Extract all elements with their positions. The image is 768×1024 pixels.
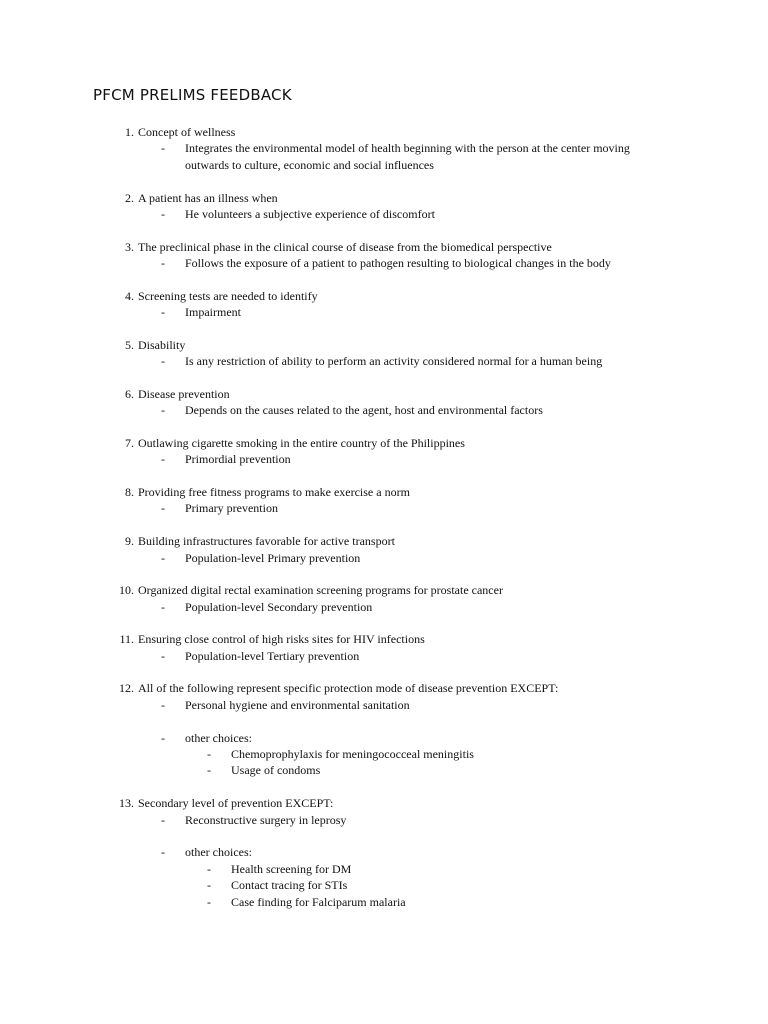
question-text: Outlawing cigarette smoking in the entire country of the Philippines (138, 435, 465, 450)
question-item (0, 533, 768, 566)
question-text: Organized digital rectal examination screening programs for prostate cancer (138, 583, 503, 598)
answer-text: Reconstructive surgery in leprosy (185, 812, 347, 827)
other-choice-text: Usage of condoms (231, 763, 321, 778)
question-text: Secondary level of prevention EXCEPT: (138, 796, 334, 811)
question-item (0, 190, 768, 223)
question-text: Ensuring close control of high risks sites for HIV infections (138, 632, 425, 647)
answer-text: Primordial prevention (185, 452, 291, 467)
question-item (0, 484, 768, 517)
bullet-dash: - (207, 861, 211, 876)
bullet-dash: - (161, 403, 165, 418)
answer-text: Personal hygiene and environmental sanitation (185, 697, 410, 712)
answer-text: Depends on the causes related to the agent, host and environmental factors (185, 403, 543, 418)
bullet-dash: - (207, 894, 211, 909)
question-text: A patient has an illness when (138, 190, 278, 205)
question-number: 6. (125, 386, 134, 401)
bullet-dash: - (161, 648, 165, 663)
bullet-dash: - (161, 452, 165, 467)
answer-text: Integrates the environmental model of health beginning with the person at the center moving outwards to culture, economic and social influences (185, 141, 630, 172)
question-item (0, 795, 768, 910)
document-title: PFCM PRELIMS FEEDBACK (93, 86, 292, 104)
other-choices-label: other choices: (185, 730, 252, 745)
other-choice-text: Health screening for DM (231, 861, 352, 876)
question-item (0, 680, 768, 778)
bullet-dash: - (207, 747, 211, 762)
bullet-dash: - (161, 305, 165, 320)
question-item (0, 435, 768, 468)
other-choices-label: other choices: (185, 845, 252, 860)
question-item (0, 337, 768, 370)
answer-text: Population-level Tertiary prevention (185, 648, 360, 663)
other-choice-text: Case finding for Falciparum malaria (231, 894, 406, 909)
question-text: All of the following represent specific protection mode of disease prevention EXCEPT: (138, 681, 559, 696)
question-item (0, 582, 768, 615)
bullet-dash: - (207, 763, 211, 778)
question-text: The preclinical phase in the clinical course of disease from the biomedical perspective (138, 239, 552, 254)
question-item (0, 288, 768, 321)
question-text: Providing free fitness programs to make exercise a norm (138, 485, 410, 500)
question-item (0, 239, 768, 272)
bullet-dash: - (161, 599, 165, 614)
bullet-dash: - (207, 878, 211, 893)
answer-text: Impairment (185, 305, 241, 320)
bullet-dash: - (161, 550, 165, 565)
question-number: 4. (125, 288, 134, 303)
question-item (0, 386, 768, 419)
question-number: 7. (125, 435, 134, 450)
other-choice-text: Contact tracing for STIs (231, 878, 348, 893)
answer-text: Population-level Primary prevention (185, 550, 361, 565)
question-number: 1. (125, 125, 134, 139)
question-number: 8. (125, 485, 134, 500)
question-number: 13. (119, 796, 134, 811)
question-text: Disability (138, 337, 186, 352)
question-number: 2. (125, 190, 134, 205)
answer-text: Follows the exposure of a patient to pathogen resulting to biological changes in the body (185, 255, 611, 270)
question-text: Building infrastructures favorable for active transport (138, 534, 395, 549)
question-item (0, 631, 768, 664)
bullet-dash: - (161, 354, 165, 369)
bullet-dash: - (161, 730, 165, 745)
question-number: 3. (125, 239, 134, 254)
question-number: 9. (125, 534, 134, 549)
bullet-dash: - (161, 501, 165, 516)
bullet-dash: - (161, 206, 165, 221)
bullet-dash: - (161, 845, 165, 860)
answer-text: Population-level Secondary prevention (185, 599, 373, 614)
bullet-dash: - (161, 812, 165, 827)
question-number: 5. (125, 337, 134, 352)
question-text: Concept of wellness (138, 125, 236, 139)
question-text: Screening tests are needed to identify (138, 288, 318, 303)
question-item (0, 124, 768, 173)
bullet-dash: - (161, 255, 165, 270)
question-number: 10. (119, 583, 134, 598)
answer-text: Is any restriction of ability to perform an activity considered normal for a human being (185, 354, 603, 369)
answer-text: He volunteers a subjective experience of discomfort (185, 206, 435, 221)
question-list (0, 124, 768, 926)
bullet-dash: - (161, 697, 165, 712)
question-number: 12. (119, 681, 134, 696)
question-text: Disease prevention (138, 386, 230, 401)
other-choice-text: Chemoprophylaxis for meningococceal meningitis (231, 747, 474, 762)
answer-text: Primary prevention (185, 501, 278, 516)
question-number: 11. (119, 632, 134, 647)
bullet-dash: - (161, 141, 165, 156)
